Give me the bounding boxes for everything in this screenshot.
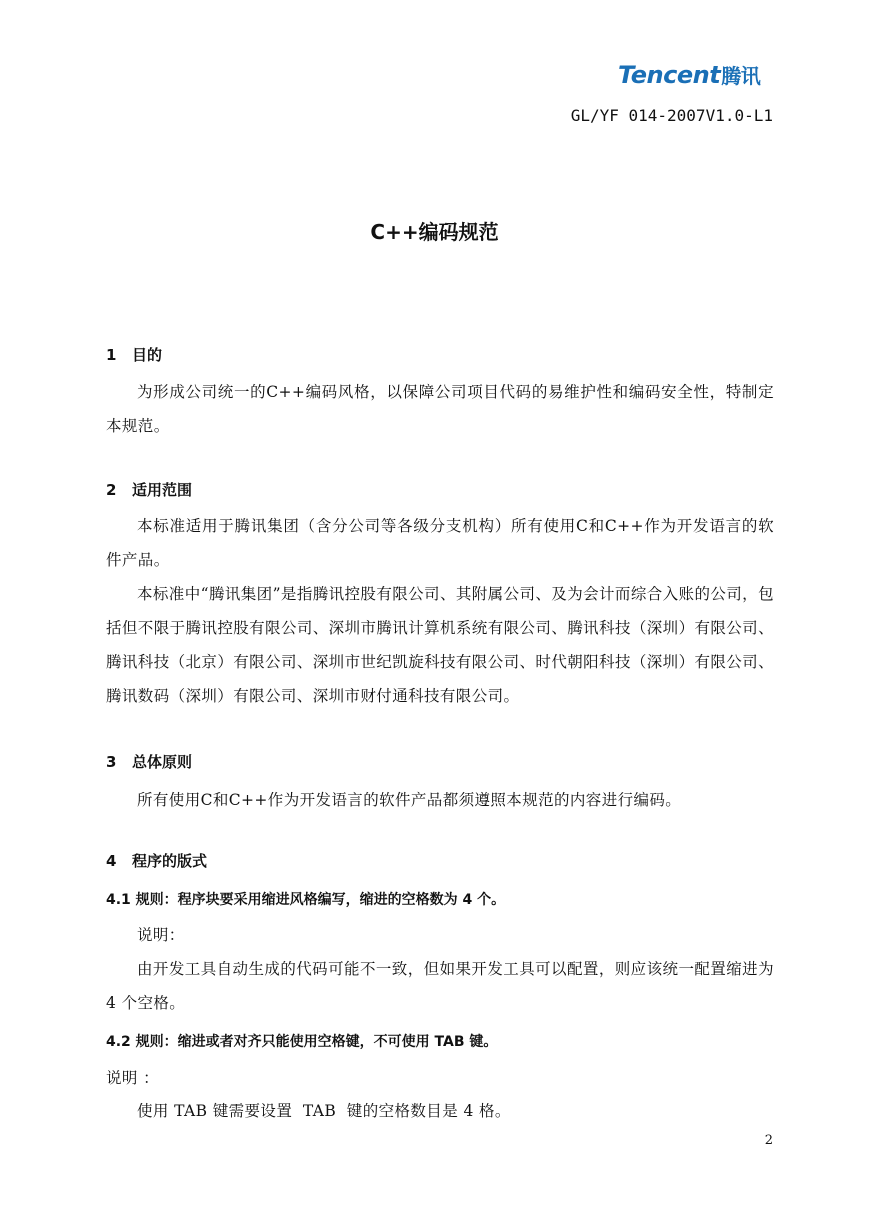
- section-heading-1: [106, 344, 162, 365]
- section-number: 3: [106, 753, 117, 771]
- tencent-logo: [618, 60, 760, 89]
- paragraph: 由开发工具自动生成的代码可能不一致，但如果开发工具可以配置，则应该统一配置缩进为 4 个空格。: [106, 960, 774, 1012]
- section-number: 1: [106, 346, 117, 364]
- section-title: 目的: [132, 346, 163, 364]
- page-number: 2: [764, 1133, 773, 1148]
- paragraph: 本标准适用于腾讯集团（含分公司等各级分支机构）所有使用C和C++作为开发语言的软件产品。: [106, 517, 774, 569]
- section-number: 2: [106, 481, 117, 499]
- section-title: 程序的版式: [132, 852, 208, 870]
- note-label: 说明 ：: [106, 1069, 160, 1087]
- rule-title: 4.2 规则：缩进或者对齐只能使用空格键，不可使用 TAB 键。: [106, 1034, 498, 1050]
- section-title: 总体原则: [132, 753, 193, 771]
- paragraph: 本标准中“腾讯集团”是指腾讯控股有限公司、其附属公司、及为会计而综合入账的公司，包括但不限于腾讯控股有限公司、深圳市腾讯计算机系统有限公司、腾讯科技（深圳）有限公司、腾讯科技（北京）有限公司、深圳市世纪凯旋科技有限公司、时代朝阳科技（深圳）有限公司、腾讯数码（深圳）有限公司、深圳市财付通科技有限公司。: [106, 585, 774, 705]
- document-number: GL/YF 014-2007V1.0-L1: [570, 106, 773, 125]
- rule-title: 4.1 规则：程序块要采用缩进风格编写，缩进的空格数为 4 个。: [106, 892, 506, 908]
- section-heading-4: [106, 850, 207, 871]
- paragraph: 所有使用C和C++作为开发语言的软件产品都须遵照本规范的内容进行编码。: [137, 791, 682, 809]
- logo-text-en: Tencent: [618, 61, 721, 89]
- note-label: 说明：: [137, 926, 185, 944]
- section-number: 4: [106, 852, 117, 870]
- logo-text-cn: 腾讯: [721, 64, 761, 88]
- paragraph: 为形成公司统一的C++编码风格，以保障公司项目代码的易维护性和编码安全性，特制定本规范。: [106, 383, 774, 435]
- paragraph: 使用 TAB 键需要设置 TAB 键的空格数目是 4 格。: [137, 1102, 511, 1120]
- section-heading-2: [106, 479, 192, 500]
- section-heading-3: [106, 751, 192, 772]
- section-title: 适用范围: [132, 481, 193, 499]
- document-title: C++编码规范: [370, 220, 499, 244]
